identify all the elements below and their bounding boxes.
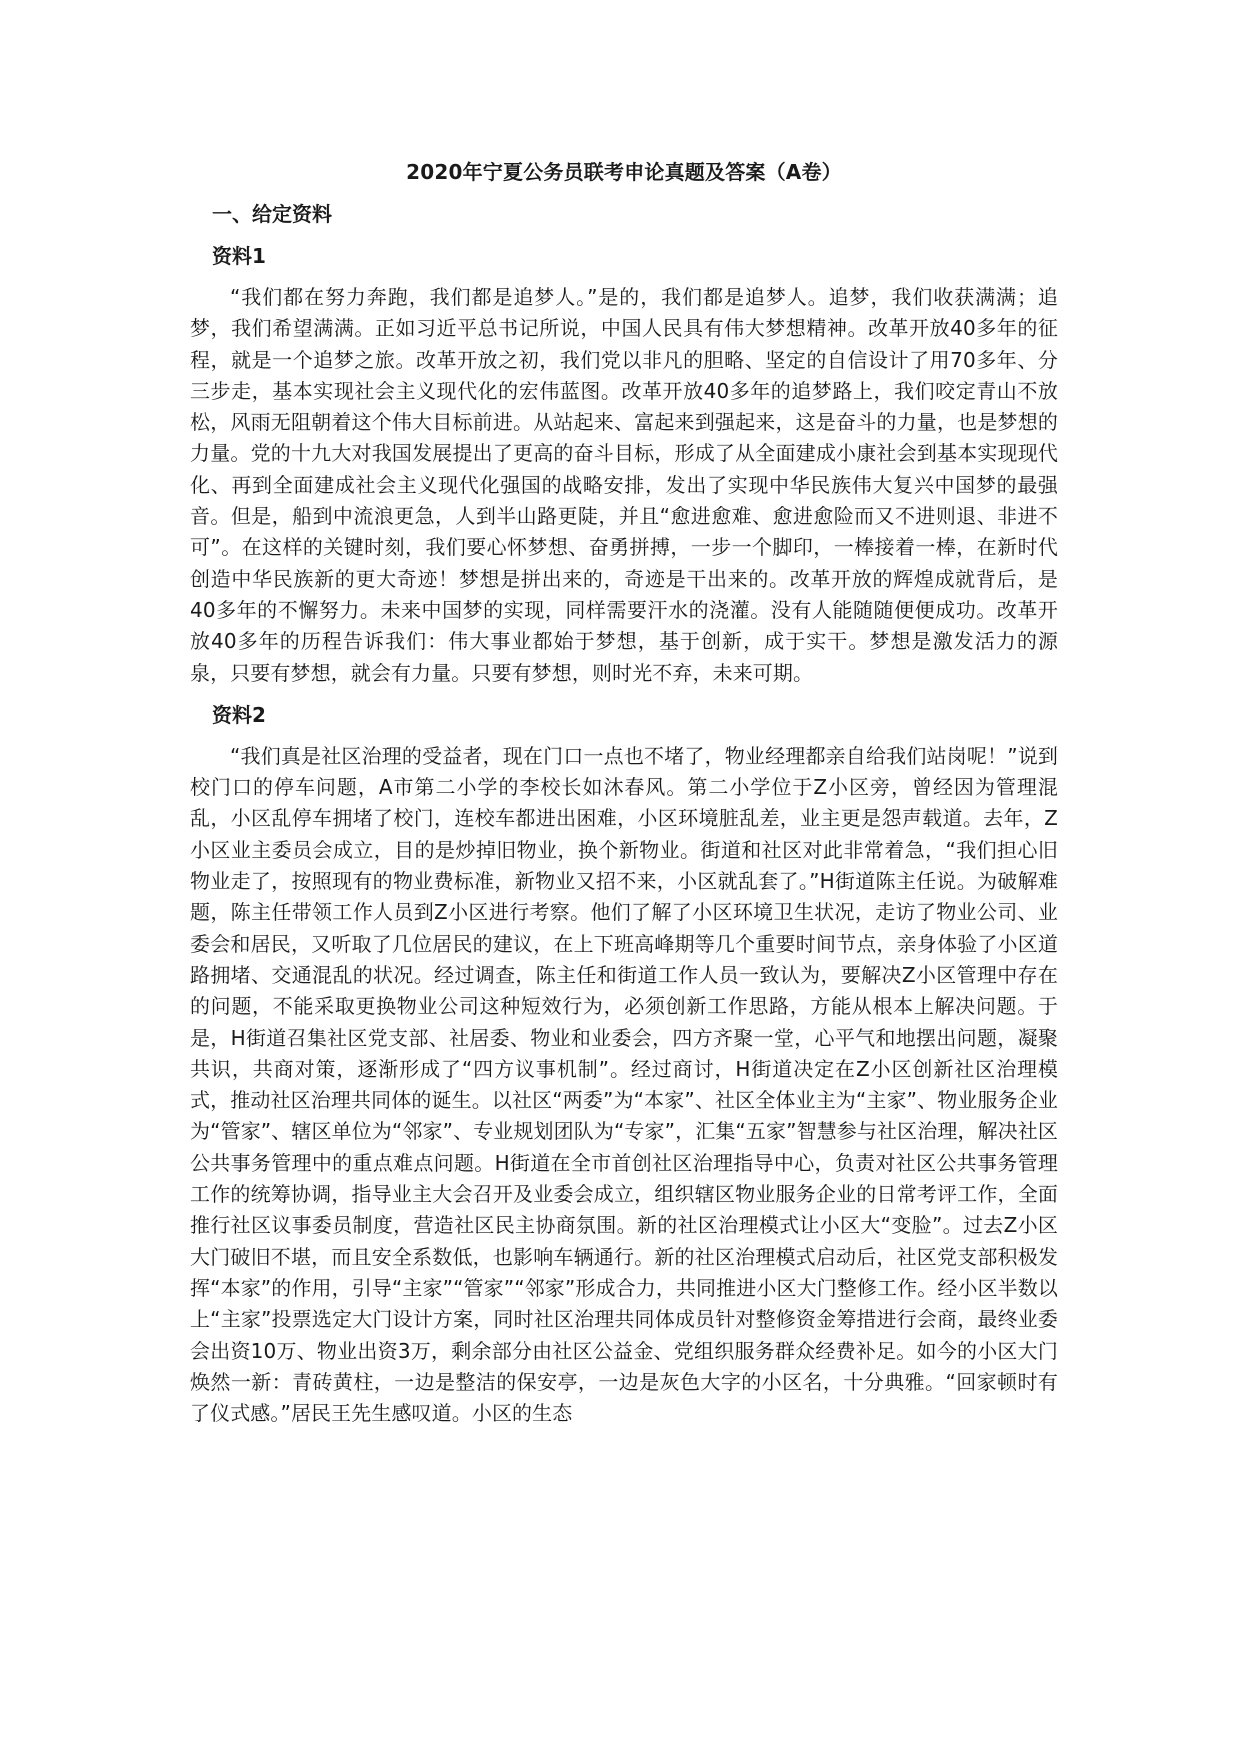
- material-1-heading: 资料1: [212, 244, 266, 268]
- document-body: [190, 158, 1058, 1441]
- material-1-paragraph: “我们都在努力奔跑，我们都是追梦人。”是的，我们都是追梦人。追梦，我们收获满满；追梦，我们希望满满。正如习近平总书记所说，中国人民具有伟大梦想精神。改革开放40多年的征程，就是一个追梦之旅。改革开放之初，我们党以非凡的胆略、坚定的自信设计了用70多年、分三步走，基本实现社会主义现代化的宏伟蓝图。改革开放40多年的追梦路上，我们咬定青山不放松，风雨无阻朝着这个伟大目标前进。从站起来、富起来到强起来，这是奋斗的力量，也是梦想的力量。党的十九大对我国发展提出了更高的奋斗目标，形成了从全面建成小康社会到基本实现现代化、再到全面建成社会主义现代化强国的战略安排，发出了实现中华民族伟大复兴中国梦的最强音。但是，船到中流浪更急，人到半山路更陡，并且“愈进愈难、愈进愈险而又不进则退、非进不可”。在这样的关键时刻，我们要心怀梦想、奋勇拼搏，一步一个脚印，一棒接着一棒，在新时代创造中华民族新的更大奇迹！梦想是拼出来的，奇迹是干出来的。改革开放的辉煌成就背后，是40多年的不懈努力。未来中国梦的实现，同样需要汗水的浇灌。没有人能随随便便成功。改革开放40多年的历程告诉我们：伟大事业都始于梦想，基于创新，成于实干。梦想是激发活力的源泉，只要有梦想，就会有力量。只要有梦想，则时光不弃，未来可期。: [190, 285, 1058, 685]
- material-2-heading: 资料2: [212, 702, 266, 727]
- section-heading: 一、给定资料: [212, 202, 332, 226]
- document-title: 2020年宁夏公务员联考申论真题及答案（A卷）: [406, 160, 842, 184]
- material-2-paragraph: “我们真是社区治理的受益者，现在门口一点也不堵了，物业经理都亲自给我们站岗呢！”说到校门口的停车问题，A市第二小学的李校长如沐春风。第二小学位于Z小区旁，曾经因为管理混乱，小区乱停车拥堵了校门，连校车都进出困难，小区环境脏乱差，业主更是怨声载道。去年，Z小区业主委员会成立，目的是炒掉旧物业，换个新物业。街道和社区对此非常着急，“我们担心旧物业走了，按照现有的物业费标准，新物业又招不来，小区就乱套了。”H街道陈主任说。为破解难题，陈主任带领工作人员到Z小区进行考察。他们了解了小区环境卫生状况，走访了物业公司、业委会和居民，又听取了几位居民的建议，在上下班高峰期等几个重要时间节点，亲身体验了小区道路拥堵、交通混乱的状况。经过调查，陈主任和街道工作人员一致认为，要解决Z小区管理中存在的问题，不能采取更换物业公司这种短效行为，必须创新工作思路，方能从根本上解决问题。于是，H街道召集社区党支部、社居委、物业和业委会，四方齐聚一堂，心平气和地摆出问题，凝聚共识，共商对策，逐渐形成了“四方议事机制”。经过商讨，H街道决定在Z小区创新社区治理模式，推动社区治理共同体的诞生。以社区“两委”为“本家”、社区全体业主为“主家”、物业服务企业为“管家”、辖区单位为“邻家”、专业规划团队为“专家”，汇集“五家”智慧参与社区治理，解决社区公共事务管理中的重点难点问题。H街道在全市首创社区治理指导中心，负责对社区公共事务管理工作的统筹协调，指导业主大会召开及业委会成立，组织辖区物业服务企业的日常考评工作，全面推行社区议事委员制度，营造社区民主协商氛围。新的社区治理模式让小区大“变脸”。过去Z小区大门破旧不堪，而且安全系数低，也影响车辆通行。新的社区治理模式启动后，社区党支部积极发挥“本家”的作用，引导“主家”“管家”“邻家”形成合力，共同推进小区大门整修工作。经小区半数以上“主家”投票选定大门设计方案，同时社区治理共同体成员针对整修资金筹措进行会商，最终业委会出资10万、物业出资3万，剩余部分由社区公益金、党组织服务群众经费补足。如今的小区大门焕然一新：青砖黄柱，一边是整洁的保安亭，一边是灰色大字的小区名，十分典雅。“回家顿时有了仪式感。”居民王先生感叹道。小区的生态: [190, 743, 1058, 1426]
